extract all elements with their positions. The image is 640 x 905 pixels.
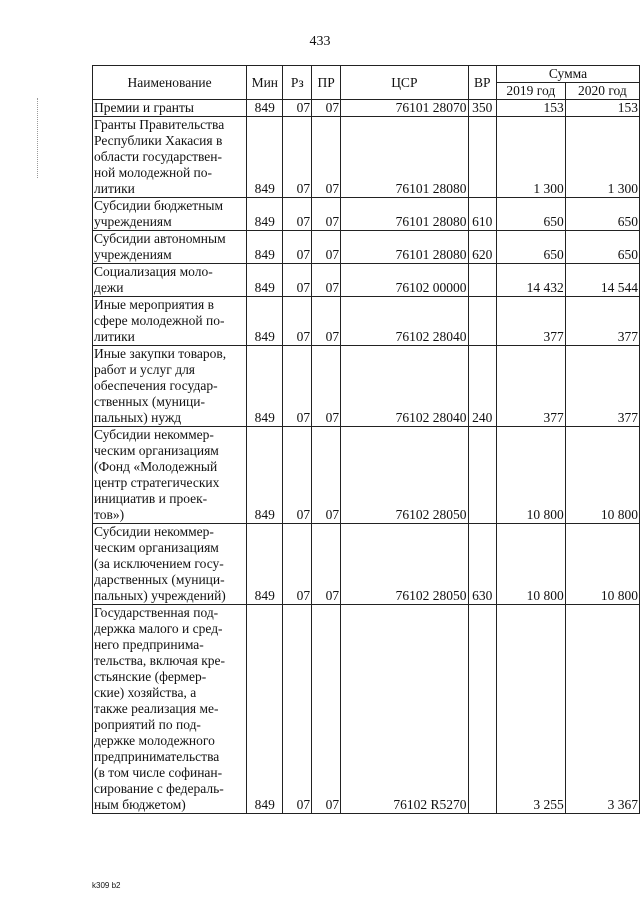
row-rz: 07 [283, 198, 312, 231]
row-min: 849 [247, 346, 283, 427]
row-pr: 07 [312, 100, 341, 117]
table-row [93, 427, 640, 524]
row-csr: 76102 28040 [341, 346, 468, 427]
row-rz: 07 [283, 100, 312, 117]
row-min: 849 [247, 427, 283, 524]
row-name: Иные закупки товаров, работ и услуг для обеспечения государ- ственных (муници- пальных) нужд [93, 346, 247, 427]
row-rz: 07 [283, 117, 312, 198]
row-pr: 07 [312, 117, 341, 198]
row-2020: 377 [565, 346, 639, 427]
row-vr [468, 427, 496, 524]
margin-marks [37, 98, 40, 178]
row-2019: 377 [496, 297, 565, 346]
header-2020: 2020 год [565, 83, 639, 100]
row-csr: 76101 28070 [341, 100, 468, 117]
row-2019: 14 432 [496, 264, 565, 297]
row-2019: 10 800 [496, 427, 565, 524]
row-2020: 10 800 [565, 427, 639, 524]
row-2020: 3 367 [565, 605, 639, 814]
table-row [93, 605, 640, 814]
row-vr [468, 264, 496, 297]
header-vr: ВР [468, 66, 496, 100]
row-rz: 07 [283, 297, 312, 346]
row-pr: 07 [312, 346, 341, 427]
row-min: 849 [247, 231, 283, 264]
row-2020: 1 300 [565, 117, 639, 198]
row-vr: 610 [468, 198, 496, 231]
page-number: 433 [309, 34, 331, 49]
row-vr: 620 [468, 231, 496, 264]
table-row [93, 198, 640, 231]
row-pr: 07 [312, 297, 341, 346]
table-row [93, 346, 640, 427]
row-2020: 650 [565, 231, 639, 264]
row-2019: 650 [496, 231, 565, 264]
row-2019: 3 255 [496, 605, 565, 814]
table-row [93, 231, 640, 264]
row-2020: 377 [565, 297, 639, 346]
row-2020: 14 544 [565, 264, 639, 297]
header-min: Мин [247, 66, 283, 100]
budget-table [92, 65, 640, 814]
table-row [93, 117, 640, 198]
row-vr [468, 605, 496, 814]
header-pr: ПР [312, 66, 341, 100]
row-vr [468, 297, 496, 346]
row-min: 849 [247, 100, 283, 117]
row-min: 849 [247, 264, 283, 297]
row-rz: 07 [283, 264, 312, 297]
row-csr: 76101 28080 [341, 198, 468, 231]
row-vr [468, 117, 496, 198]
row-name: Государственная под- держка малого и сред- него предпринима- тельства, включая кре- стьянские (фермер- ские) хозяйства, а также реализация ме- роприятий по под- держке молодежного предпринимательства (в том числе софинан- сирование с федераль- ным бюджетом) [93, 605, 247, 814]
row-2019: 1 300 [496, 117, 565, 198]
row-min: 849 [247, 117, 283, 198]
row-2019: 377 [496, 346, 565, 427]
row-name: Премии и гранты [93, 100, 247, 117]
header-2019: 2019 год [496, 83, 565, 100]
row-pr: 07 [312, 198, 341, 231]
row-name: Субсидии некоммер- ческим организациям (за исключением госу- дарственных (муници- пальных) учреждений) [93, 524, 247, 605]
row-min: 849 [247, 297, 283, 346]
row-name: Субсидии бюджетным учреждениям [93, 198, 247, 231]
table-row [93, 264, 640, 297]
row-2020: 10 800 [565, 524, 639, 605]
row-2019: 153 [496, 100, 565, 117]
row-pr: 07 [312, 231, 341, 264]
row-min: 849 [247, 524, 283, 605]
header-sum: Сумма [496, 66, 639, 83]
row-csr: 76102 28050 [341, 524, 468, 605]
table-row [93, 297, 640, 346]
header-name: Наименование [93, 66, 247, 100]
footer-code: k309 b2 [92, 881, 121, 890]
row-name: Субсидии некоммер- ческим организациям (Фонд «Молодежный центр стратегических инициатив и проек- тов») [93, 427, 247, 524]
row-min: 849 [247, 198, 283, 231]
row-csr: 76102 28050 [341, 427, 468, 524]
row-pr: 07 [312, 524, 341, 605]
row-rz: 07 [283, 231, 312, 264]
row-rz: 07 [283, 346, 312, 427]
row-pr: 07 [312, 427, 341, 524]
row-vr: 630 [468, 524, 496, 605]
row-csr: 76101 28080 [341, 231, 468, 264]
row-vr: 350 [468, 100, 496, 117]
row-rz: 07 [283, 427, 312, 524]
row-rz: 07 [283, 605, 312, 814]
row-2020: 153 [565, 100, 639, 117]
header-rz: Рз [283, 66, 312, 100]
row-csr: 76102 28040 [341, 297, 468, 346]
row-pr: 07 [312, 605, 341, 814]
row-csr: 76102 00000 [341, 264, 468, 297]
row-rz: 07 [283, 524, 312, 605]
row-csr: 76101 28080 [341, 117, 468, 198]
row-2019: 650 [496, 198, 565, 231]
row-2019: 10 800 [496, 524, 565, 605]
row-csr: 76102 R5270 [341, 605, 468, 814]
header-csr: ЦСР [341, 66, 468, 100]
row-name: Социализация моло- дежи [93, 264, 247, 297]
row-name: Гранты Правительства Республики Хакасия в области государствен- ной молодежной по- литики [93, 117, 247, 198]
row-2020: 650 [565, 198, 639, 231]
row-min: 849 [247, 605, 283, 814]
row-pr: 07 [312, 264, 341, 297]
row-vr: 240 [468, 346, 496, 427]
row-name: Субсидии автономным учреждениям [93, 231, 247, 264]
row-name: Иные мероприятия в сфере молодежной по- литики [93, 297, 247, 346]
table-row [93, 524, 640, 605]
table-row [93, 100, 640, 117]
